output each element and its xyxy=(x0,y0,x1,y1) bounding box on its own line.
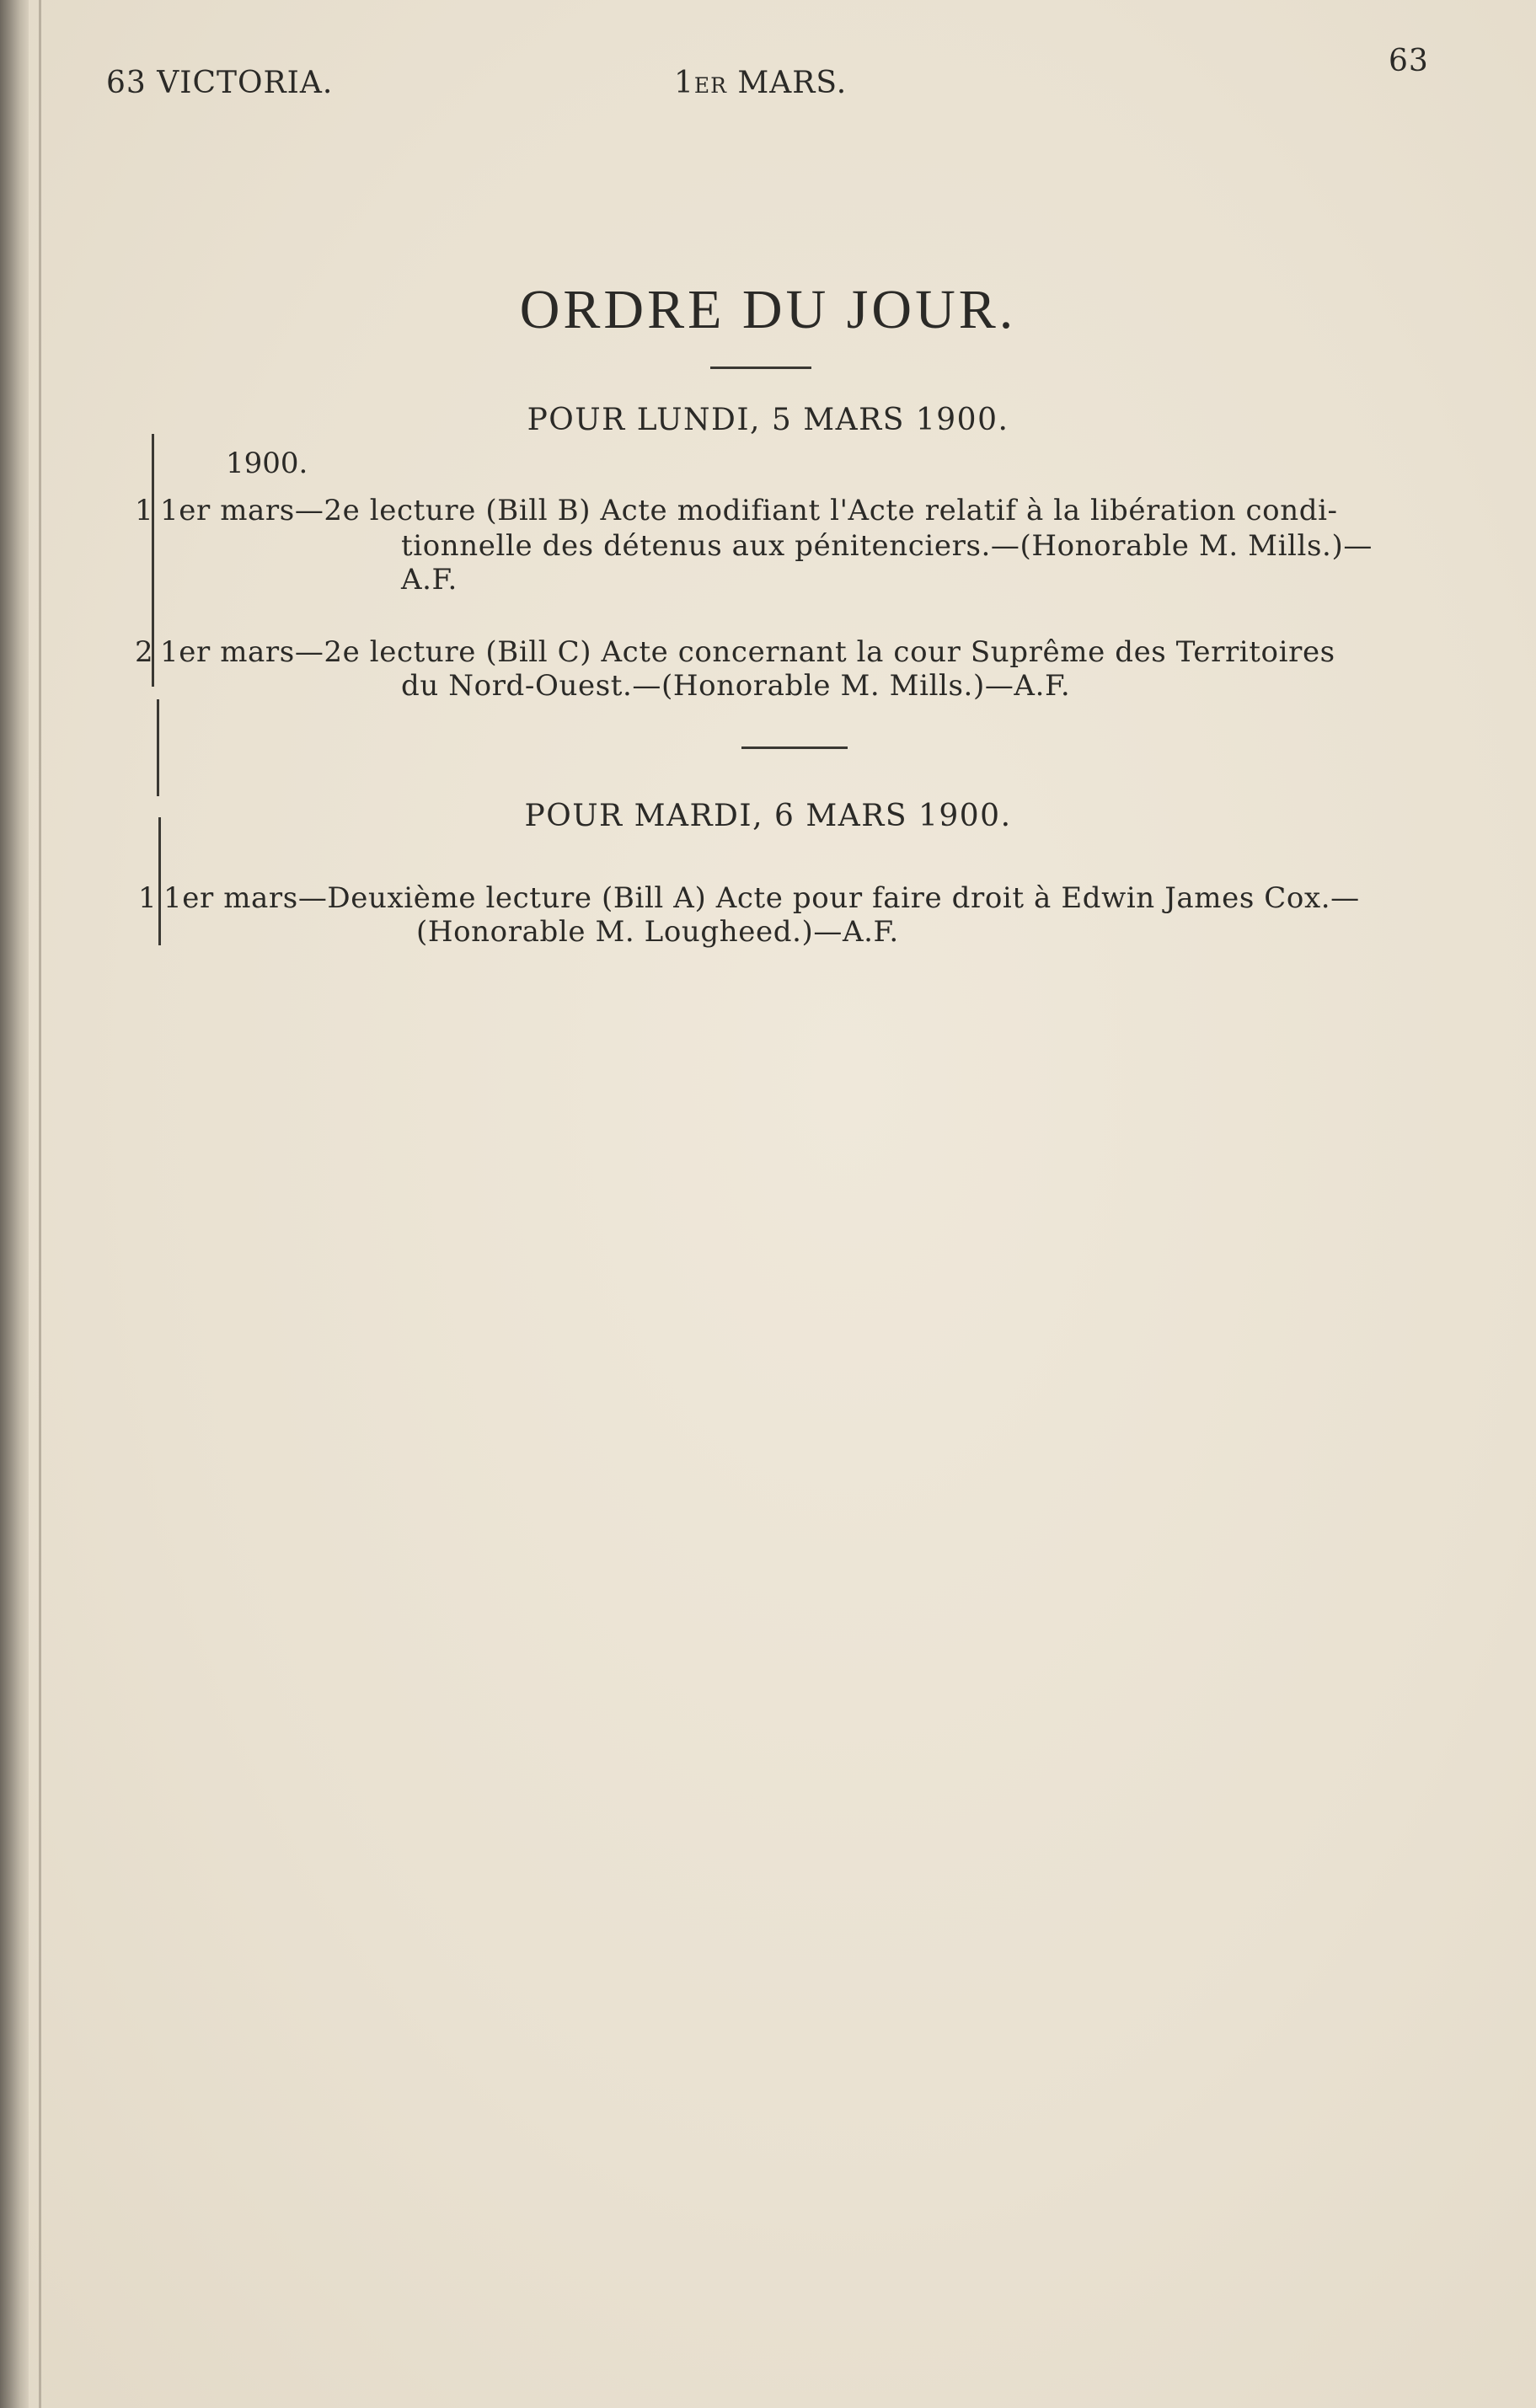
binding-shadow-line xyxy=(39,0,41,2408)
item-line: du Nord-Ouest.—(Honorable M. Mills.)—A.F. xyxy=(401,669,1071,703)
item-line: 1er mars—Deuxième lecture (Bill A) Acte pour faire droit à Edwin James Cox.— xyxy=(163,881,1360,915)
item-number: 2 xyxy=(135,635,153,669)
item-line: 1er mars—2e lecture (Bill C) Acte concernant la cour Suprême des Territoires xyxy=(160,635,1335,669)
book-binding-edge xyxy=(0,0,29,2408)
margin-bar-gap xyxy=(157,699,159,796)
item-line: (Honorable M. Lougheed.)—A.F. xyxy=(416,915,899,949)
margin-bar-section-2 xyxy=(158,817,161,945)
running-head-center: 1er MARS. xyxy=(674,66,848,100)
item-line: tionnelle des détenus aux pénitenciers.—(Honorable M. Mills.)— xyxy=(401,529,1373,563)
page-number: 63 xyxy=(1389,44,1429,78)
section-heading-tuesday: POUR MARDI, 6 MARS 1900. xyxy=(524,799,1012,833)
item-line: A.F. xyxy=(401,563,458,597)
section-year: 1900. xyxy=(226,447,308,480)
title-rule xyxy=(710,367,811,369)
item-line: 1er mars—2e lecture (Bill B) Acte modifiant l'Acte relatif à la libération condi- xyxy=(160,494,1338,527)
page-title: ORDRE DU JOUR. xyxy=(519,279,1017,340)
item-number: 1 xyxy=(135,494,153,527)
item-number: 1 xyxy=(138,881,157,915)
running-head-left: 63 VICTORIA. xyxy=(106,66,334,100)
section-heading-monday: POUR LUNDI, 5 MARS 1900. xyxy=(527,403,1009,437)
section-rule xyxy=(741,746,848,749)
